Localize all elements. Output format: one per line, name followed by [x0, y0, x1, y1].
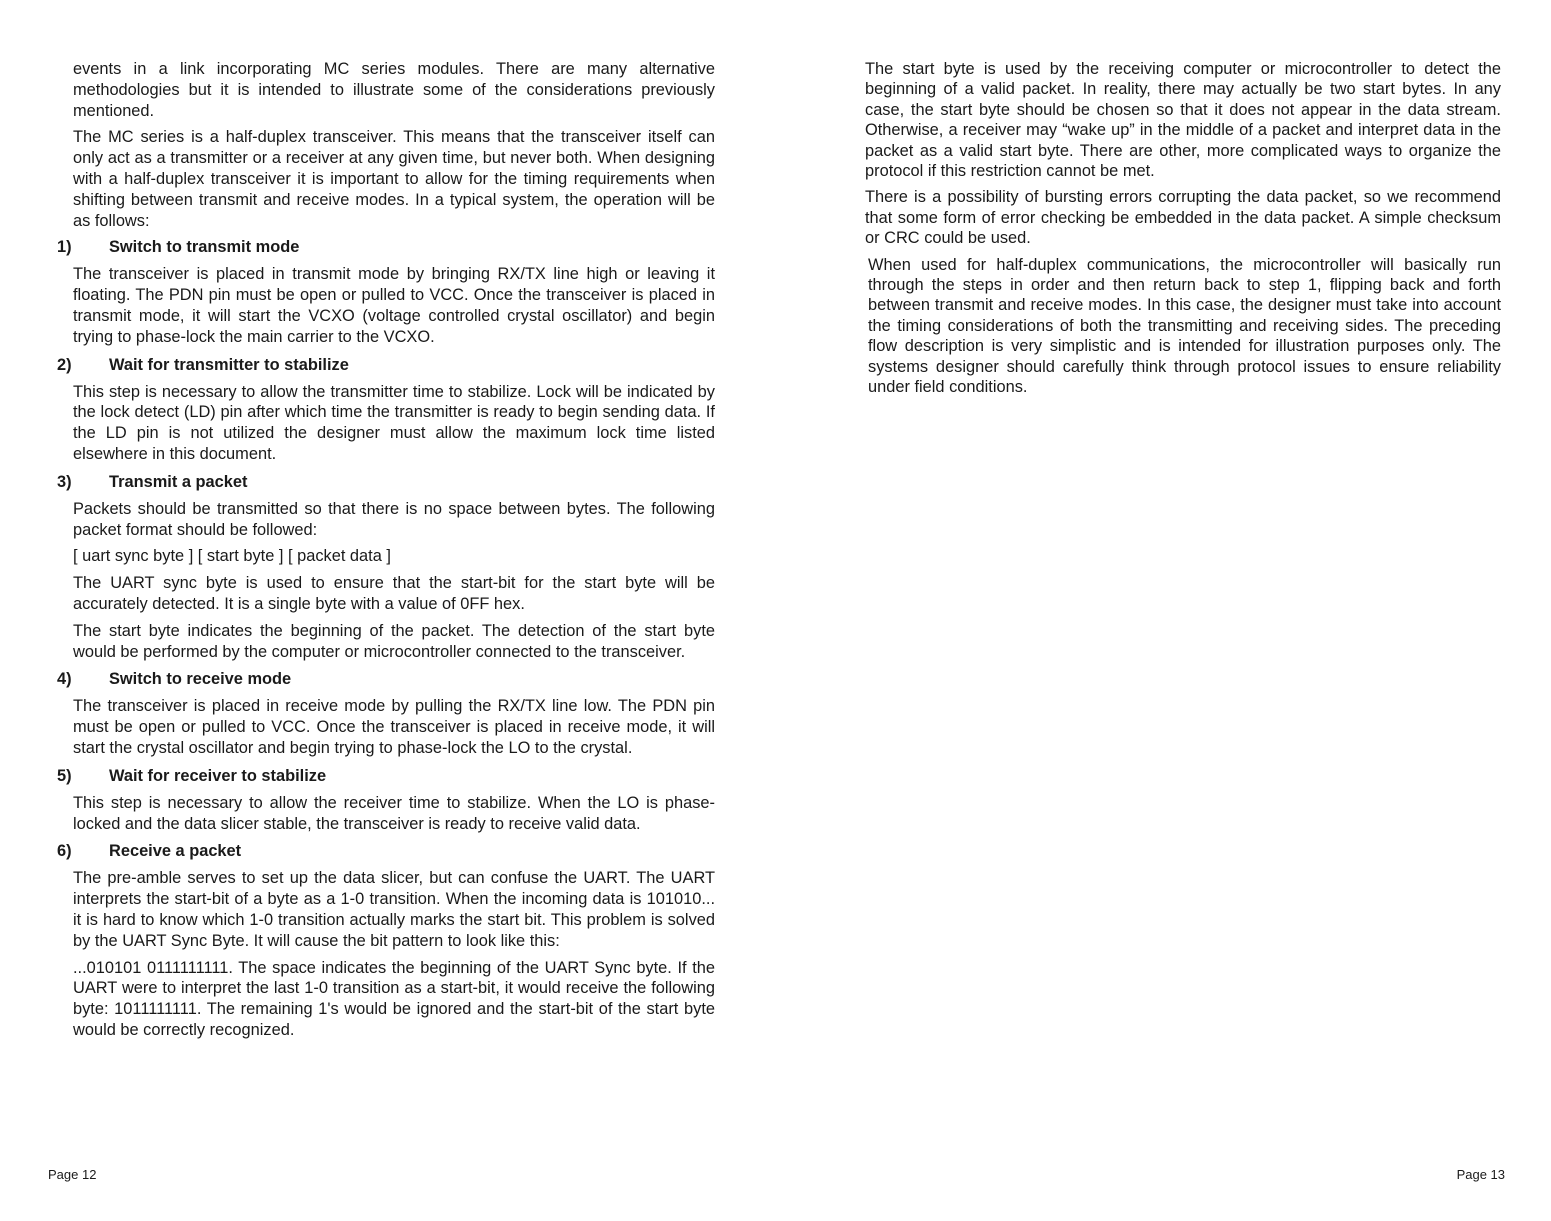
left-page	[0, 0, 775, 1221]
step-number: 2)	[57, 355, 72, 374]
step-3	[57, 472, 715, 663]
step-title: Wait for receiver to stabilize	[109, 766, 327, 785]
intro-paragraph: The MC series is a half-duplex transceiver. This means that the transceiver itself can only act as a transmitter or a receiver at any given time, but never both. When designing with a half-duplex transceiver it is important to allow for the timing requirements when shifting between transmit and receive modes. In a typical system, the operation will be as follows:	[73, 128, 715, 230]
step-heading	[57, 237, 715, 258]
step-title: Transmit a packet	[109, 472, 248, 491]
step-paragraph: The transceiver is placed in receive mode by pulling the RX/TX line low. The PDN pin must be open or pulled to VCC. Once the transceiver is placed in receive mode, it will start the crystal oscillator and begin trying to phase-lock the LO to the crystal.	[73, 697, 715, 757]
step-1	[57, 237, 715, 347]
left-column	[57, 59, 715, 1048]
step-paragraph: ...010101 0111111111. The space indicates the beginning of the UART Sync byte. If the UART were to interpret the last 1-0 transition as a start-bit, it would receive the following byte: 1011111111. The remaining 1's would be ignored and the start-bit of the start byte would be correctly recognized.	[73, 958, 715, 1039]
step-number: 1)	[57, 238, 72, 257]
step-paragraph: Packets should be transmitted so that there is no space between bytes. The following packet format should be followed:	[73, 499, 715, 539]
step-heading	[57, 669, 715, 690]
body-paragraph: There is a possibility of bursting errors corrupting the data packet, so we recommend that some form of error checking be embedded in the data packet. A simple checksum or CRC could be used.	[865, 188, 1501, 248]
step-title: Switch to transmit mode	[109, 238, 300, 257]
step-title: Switch to receive mode	[109, 670, 292, 689]
page-number-left: Page 12	[48, 1167, 97, 1182]
body-paragraph: When used for half-duplex communications, the microcontroller will basically run through the steps in order and then return back to step 1, flipping back and forth between transmit and receive modes. In this case, the designer must take into account the timing considerations of both the transmitting and receiving sides. The preceding flow description is very simplistic and is intended for illustration purposes only. The systems designer should carefully think through protocol issues to ensure reliability under field conditions.	[868, 255, 1501, 397]
step-heading	[57, 355, 715, 376]
packet-format: [ uart sync byte ] [ start byte ] [ packet data ]	[73, 547, 391, 566]
step-paragraph: The transceiver is placed in transmit mode by bringing RX/TX line high or leaving it floating. The PDN pin must be open or pulled to VCC. Once the transceiver is placed in transmit mode, it will start the VCXO (voltage controlled crystal oscillator) and begin trying to phase-lock the main carrier to the VCXO.	[73, 265, 715, 346]
step-heading	[57, 766, 715, 787]
step-number: 4)	[57, 670, 72, 689]
step-title: Receive a packet	[109, 842, 242, 861]
step-paragraph: This step is necessary to allow the receiver time to stabilize. When the LO is phase-locked and the data slicer stable, the transceiver is ready to receive valid data.	[73, 793, 715, 833]
step-heading	[57, 472, 715, 493]
right-page	[775, 0, 1551, 1221]
page-number-right: Page 13	[1456, 1167, 1505, 1182]
intro-paragraph: events in a link incorporating MC series modules. There are many alternative methodologies but it is intended to illustrate some of the considerations previously mentioned.	[73, 60, 715, 120]
step-paragraph: This step is necessary to allow the transmitter time to stabilize. Lock will be indicated by the lock detect (LD) pin after which time the transmitter is ready to begin sending data. If the LD pin is not utilized the designer must allow the maximum lock time listed elsewhere in this document.	[73, 382, 715, 463]
step-4	[57, 669, 715, 758]
step-paragraph: The UART sync byte is used to ensure that the start-bit for the start byte will be accurately detected. It is a single byte with a value of 0FF hex.	[73, 574, 715, 613]
step-number: 3)	[57, 472, 72, 491]
step-5	[57, 766, 715, 835]
step-2	[57, 355, 715, 465]
right-column	[865, 59, 1501, 404]
step-paragraph: The start byte indicates the beginning of the packet. The detection of the start byte would be performed by the computer or microcontroller connected to the transceiver.	[73, 621, 715, 661]
body-paragraph: The start byte is used by the receiving computer or microcontroller to detect the beginning of a valid packet. In reality, there may actually be two start bytes. In any case, the start byte should be chosen so that it does not appear in the data stream. Otherwise, a receiver may “wake up” in the middle of a packet and interpret data in the packet as a valid start byte. There are other, more complicated ways to organize the protocol if this restriction cannot be met.	[865, 60, 1501, 181]
step-title: Wait for transmitter to stabilize	[109, 355, 349, 374]
step-number: 6)	[57, 842, 72, 861]
step-paragraph: The pre-amble serves to set up the data slicer, but can confuse the UART. The UART interprets the start-bit of a byte as a 1-0 transition. When the incoming data is 101010... it is hard to know which 1-0 transition actually marks the start bit. This problem is solved by the UART Sync Byte. It will cause the bit pattern to look like this:	[73, 869, 715, 950]
step-6	[57, 841, 715, 1040]
step-number: 5)	[57, 766, 72, 785]
step-heading	[57, 841, 715, 862]
